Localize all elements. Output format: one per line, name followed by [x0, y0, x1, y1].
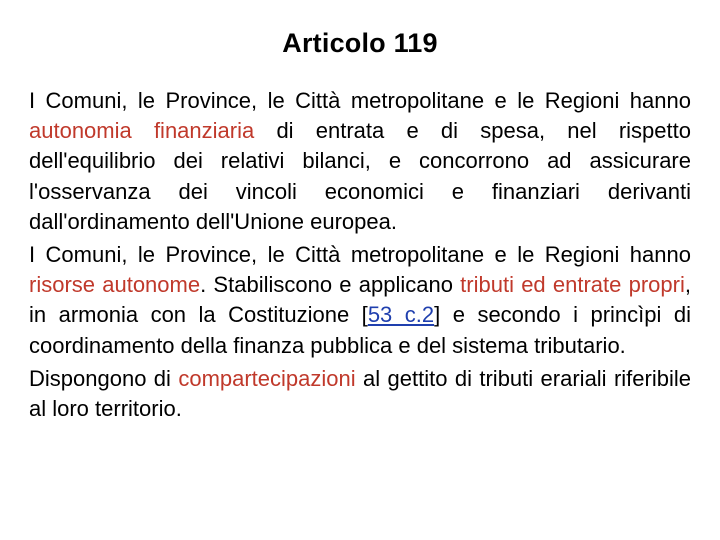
highlight-risorse-autonome: risorse autonome [29, 272, 201, 298]
paragraph-1-text-a: I Comuni, le Province, le Città metropolitane e le Regioni hanno [29, 88, 691, 113]
paragraph-3 [29, 364, 691, 424]
paragraph-1 [29, 86, 691, 237]
paragraph-2-text-b: . Stabiliscono e applicano [200, 272, 461, 298]
paragraph-2-text-a: I Comuni, le Province, le Città metropolitane e le Regioni hanno [29, 242, 691, 268]
paragraph-1-text-b: di entrata e di spesa, nel rispetto dell'equilibrio dei relativi bilanci, e concorrono ad assicurare l'osservanza dei vincoli economici e finanziari derivanti dall'ordinamento dell'Unione europea. [29, 118, 691, 234]
highlight-tributi-entrate-propri: tributi ed entrate propri [460, 272, 685, 298]
paragraph-2 [29, 240, 691, 361]
paragraph-2-text-d: ] e secondo i princìpi di coordinamento della finanza pubblica e del sistema tributario. [29, 302, 692, 358]
page-title: Articolo 119 [282, 28, 438, 58]
reference-link-53-c2[interactable]: 53 c.2 [367, 302, 435, 328]
paragraph-3-text-b: al gettito di tributi erariali riferibile al loro territorio. [29, 365, 691, 422]
highlight-compartecipazioni: compartecipazioni [178, 365, 356, 391]
highlight-autonomia-finanziaria: autonomia finanziaria [29, 118, 255, 144]
paragraph-2-text-c: , in armonia con la Costituzione [ [29, 272, 691, 328]
article-body [29, 86, 691, 427]
paragraph-3-text-a: Dispongono di [29, 365, 179, 391]
